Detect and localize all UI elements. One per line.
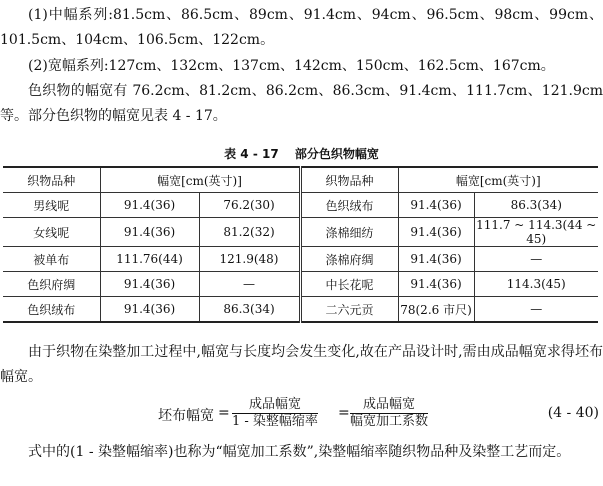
fabric-name-cell: 被单布 bbox=[3, 247, 100, 272]
paragraph-yarn-dyed-widths: 色织物的幅宽有 76.2cm、81.2cm、86.2cm、86.3cm、91.4cm、111.7cm、121.9cm 等。部分色织物的幅宽见表 4 - 17。 bbox=[0, 83, 603, 124]
table-row bbox=[3, 193, 598, 218]
fraction-numerator: 成品幅宽 bbox=[232, 397, 318, 414]
table-row bbox=[3, 272, 598, 297]
fraction-numerator: 成品幅宽 bbox=[350, 397, 428, 414]
formula-equals: = bbox=[218, 405, 230, 421]
width-cell: 86.3(34) bbox=[474, 193, 598, 218]
width-cell: 121.9(48) bbox=[199, 247, 300, 272]
width-cell: 91.4(36) bbox=[100, 218, 199, 247]
formula-fraction-2 bbox=[350, 397, 428, 430]
formula-equals: = bbox=[338, 405, 350, 421]
width-table bbox=[3, 166, 598, 323]
table-number: 表 4 - 17 bbox=[224, 147, 279, 161]
fraction-denominator: 1 - 染整幅缩率 bbox=[232, 414, 318, 429]
fabric-name-cell: 男线呢 bbox=[3, 193, 100, 218]
width-cell: 91.4(36) bbox=[100, 272, 199, 297]
width-cell: 81.2(32) bbox=[199, 218, 300, 247]
formula-4-40 bbox=[0, 397, 603, 431]
paragraph-wide-width-series: (2)宽幅系列:127cm、132cm、137cm、142cm、150cm、162.5cm、167cm。 bbox=[28, 58, 555, 74]
table-caption bbox=[0, 145, 603, 162]
table-header-row bbox=[3, 167, 598, 193]
formula-lhs: 坯布幅宽 bbox=[158, 408, 214, 424]
fabric-name-cell: 中长花呢 bbox=[300, 272, 398, 297]
header-cell: 织物品种 bbox=[3, 167, 100, 193]
width-cell: 76.2(30) bbox=[199, 193, 300, 218]
paragraph-width-change: 由于织物在染整加工过程中,幅宽与长度均会发生变化,故在产品设计时,需由成品幅宽求得坯布幅宽。 bbox=[0, 344, 603, 385]
width-cell: 91.4(36) bbox=[398, 272, 474, 297]
header-cell: 织物品种 bbox=[300, 167, 398, 193]
width-cell: 91.4(36) bbox=[398, 218, 474, 247]
width-cell: 114.3(45) bbox=[474, 272, 598, 297]
width-cell: — bbox=[474, 247, 598, 272]
width-cell: 91.4(36) bbox=[398, 193, 474, 218]
width-cell: 91.4(36) bbox=[398, 247, 474, 272]
fraction-denominator: 幅宽加工系数 bbox=[350, 414, 429, 429]
width-cell: 91.4(36) bbox=[100, 297, 199, 323]
width-cell: 111.76(44) bbox=[100, 247, 199, 272]
fabric-name-cell: 涤棉细纺 bbox=[300, 218, 398, 247]
fabric-name-cell: 涤棉府绸 bbox=[300, 247, 398, 272]
width-cell: — bbox=[199, 272, 300, 297]
fabric-name-cell: 色织绒布 bbox=[3, 297, 100, 323]
fabric-name-cell: 色织府绸 bbox=[3, 272, 100, 297]
width-cell: 111.7 ~ 114.3(44 ~ 45) bbox=[474, 218, 598, 247]
table-row bbox=[3, 218, 598, 247]
fabric-name-cell: 女线呢 bbox=[3, 218, 100, 247]
formula-fraction-1 bbox=[232, 397, 318, 430]
header-cell: 幅宽[cm(英寸)] bbox=[100, 167, 300, 193]
width-cell: — bbox=[474, 297, 598, 323]
table-row bbox=[3, 247, 598, 272]
width-cell: 78(2.6 市尺) bbox=[398, 297, 474, 323]
header-cell: 幅宽[cm(英寸)] bbox=[398, 167, 598, 193]
table-row bbox=[3, 297, 598, 323]
fabric-name-cell: 二六元贡 bbox=[300, 297, 398, 323]
width-cell: 86.3(34) bbox=[199, 297, 300, 323]
paragraph-coefficient-note: 式中的(1 - 染整幅缩率)也称为“幅宽加工系数”,染整幅缩率随织物品种及染整工艺而定。 bbox=[28, 444, 571, 460]
table-title: 部分色织物幅宽 bbox=[294, 147, 379, 161]
fabric-name-cell: 色织绒布 bbox=[300, 193, 398, 218]
paragraph-medium-width-series: (1)中幅系列:81.5cm、86.5cm、89cm、91.4cm、94cm、96.5cm、98cm、99cm、101.5cm、104cm、106.5cm、122cm。 bbox=[0, 7, 603, 48]
width-cell: 91.4(36) bbox=[100, 193, 199, 218]
equation-number: (4 - 40) bbox=[547, 405, 599, 421]
